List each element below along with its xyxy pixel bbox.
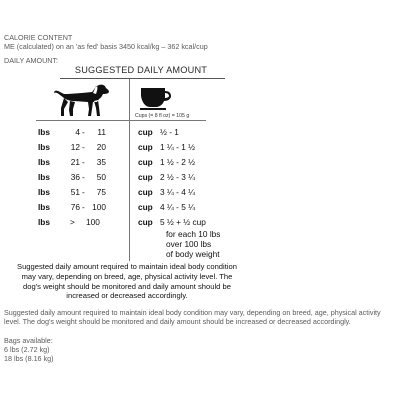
feeding-chart: [16, 65, 238, 305]
bag-item: 18 lbs (8.16 kg): [4, 354, 54, 363]
table-row: lbs > 100 cup 5 ½ + ½ cup: [38, 217, 206, 227]
table-row: lbs 21 - 35 cup 1 ½ - 2 ½: [38, 157, 196, 167]
title-rule: [60, 78, 225, 79]
chart-title: SUGGESTED DAILY AMOUNT: [74, 65, 208, 75]
body-text: Suggested daily amount required to maintain ideal body condition may vary, depending on breed, age, physical activity level. The dog's weight should be monitored and daily amount should be increased or decreased accordingly.: [4, 308, 381, 326]
column-divider: [129, 79, 130, 261]
chart-note: Suggested daily amount required to maintain ideal body condition may vary, depending on breed, age, physical activity level. The dog's weight should be monitored and daily amount should be increased or decreased accordingly.: [17, 262, 237, 301]
cups-note: Cups (= 8 fl oz) = 105 g: [135, 113, 190, 119]
table-row: lbs 12 - 20 cup 1 ¼ - 1 ½: [38, 142, 196, 152]
row-continuation: for each 10 lbs: [166, 229, 221, 239]
table-row: lbs 51 - 75 cup 3 ¼ - 4 ¼: [38, 187, 196, 197]
table-row: lbs 36 - 50 cup 2 ½ - 3 ¼: [38, 172, 196, 182]
calorie-heading: CALORIE CONTENT: [4, 33, 73, 42]
calorie-value: ME (calculated) on an 'as fed' basis 3450 kcal/kg – 362 kcal/cup: [4, 42, 208, 51]
header-rule: [36, 120, 206, 121]
table-row: lbs 76 - 100 cup 4 ¼ - 5 ¼: [38, 202, 196, 212]
row-continuation: over 100 lbs: [166, 239, 212, 249]
table-row: lbs 4 - 11 cup ½ - 1: [38, 127, 179, 137]
bags-heading: Bags available:: [4, 336, 53, 345]
bag-item: 6 lbs (2.72 kg): [4, 345, 50, 354]
cup-icon: [140, 86, 172, 111]
daily-amount-heading: DAILY AMOUNT:: [4, 56, 59, 65]
dog-icon: [52, 82, 110, 118]
row-continuation: of body weight: [166, 249, 220, 259]
